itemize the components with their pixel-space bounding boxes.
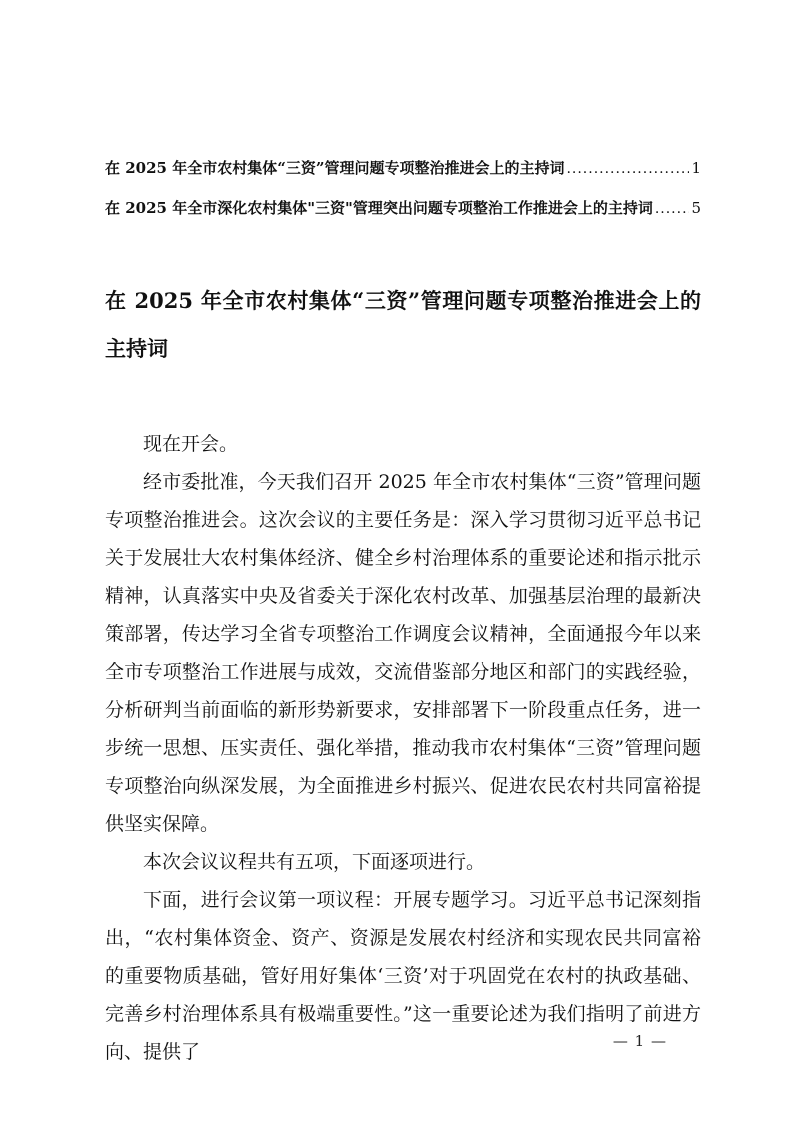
toc-entry-title: 在 2025 年全市深化农村集体"三资"管理突出问题专项整治工作推进会上的主持词 xyxy=(105,199,653,217)
document-body xyxy=(105,425,701,1071)
toc-dot-leader xyxy=(566,158,689,179)
document-title: 在 2025 年全市农村集体“三资”管理问题专项整治推进会上的主持词 xyxy=(105,288,701,361)
toc-entry-1[interactable] xyxy=(105,158,701,179)
toc-entry-title: 在 2025 年全市农村集体“三资”管理问题专项整治推进会上的主持词 xyxy=(105,159,565,177)
paragraph-opening: 现在开会。 xyxy=(143,433,239,455)
toc-entry-page-number: 5 xyxy=(691,199,701,217)
table-of-contents xyxy=(105,158,701,238)
paragraph-agenda-count: 本次会议议程共有五项，下面逐项进行。 xyxy=(143,851,486,873)
toc-entry-page-number: 1 xyxy=(691,159,701,177)
page-number: — 1 — xyxy=(612,1032,667,1050)
toc-entry-2[interactable] xyxy=(105,198,701,219)
paragraph-first-agenda-item: 下面，进行会议第一项议程：开展专题学习。习近平总书记深刻指出，“农村集体资金、资产、资源是发展农村经济和实现农民共同富裕的重要物质基础，管好用好集体‘三资’对于巩固党在农村的执政基础、完善乡村治理体系具有极端重要性。”这一重要论述为我们指明了前进方向、提供了 xyxy=(105,889,701,1063)
toc-dot-leader xyxy=(655,198,690,219)
paragraph-meeting-tasks: 经市委批准，今天我们召开 2025 年全市农村集体“三资”管理问题专项整治推进会。这次会议的主要任务是：深入学习贯彻习近平总书记关于发展壮大农村集体经济、健全乡村治理体系的重要论述和指示批示精神，认真落实中央及省委关于深化农村改革、加强基层治理的最新决策部署，传达学习全省专项整治工作调度会议精神，全面通报今年以来全市专项整治工作进展与成效，交流借鉴部分地区和部门的实践经验，分析研判当前面临的新形势新要求，安排部署下一阶段重点任务，进一步统一思想、压实责任、强化举措，推动我市农村集体“三资”管理问题专项整治向纵深发展，为全面推进乡村振兴、促进农民农村共同富裕提供坚实保障。 xyxy=(105,471,701,835)
